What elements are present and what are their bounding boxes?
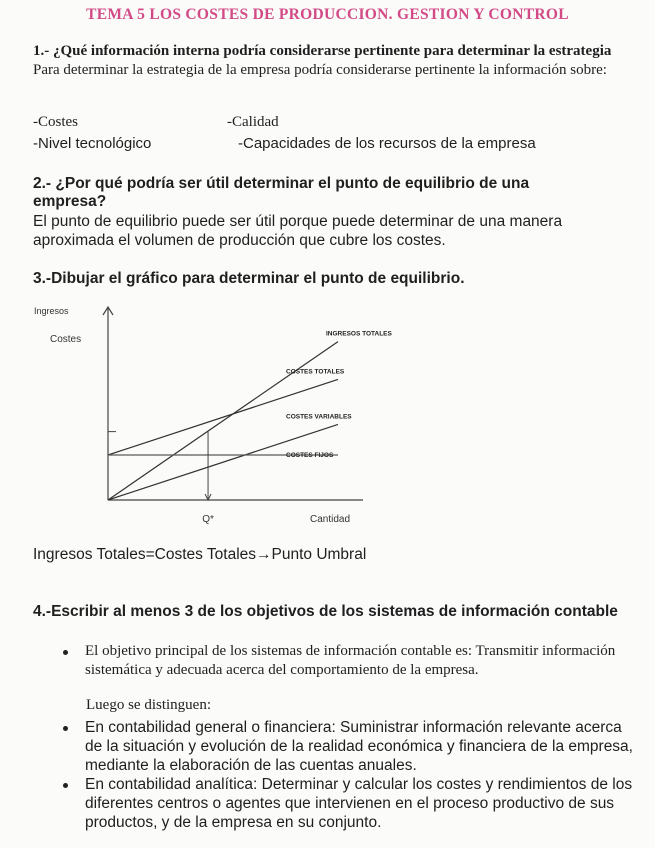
item-costes: -Costes: [33, 114, 78, 130]
question-2-text: 2.- ¿Por qué podría ser útil determinar el punto de equilibrio de una empresa?: [33, 175, 530, 210]
question-3-conclusion: Ingresos Totales=Costes Totales→Punto Umbral: [33, 546, 367, 563]
series-label-ingresos-totales: INGRESOS TOTALES: [326, 330, 392, 338]
y-axis-label-ingresos: Ingresos: [34, 306, 69, 316]
question-1-answer: Para determinar la estrategia de la empresa podría considerarse pertinente la información sobre:: [33, 62, 607, 78]
item-calidad: -Calidad: [227, 114, 279, 130]
objectives-sublist: [55, 718, 635, 832]
x-axis-label: Cantidad: [310, 514, 351, 525]
objectives-list: [55, 642, 625, 680]
y-axis-label-costes: Costes: [50, 334, 82, 345]
question-3-text: 3.-Dibujar el gráfico para determinar el punto de equilibrio.: [33, 270, 465, 287]
page-title: TEMA 5 LOS COSTES DE PRODUCCION. GESTION Y CONTROL: [86, 6, 569, 23]
item-nivel-tecnologico: -Nivel tecnológico: [33, 135, 152, 152]
objective-general: En contabilidad general o financiera: Suministrar información relevante acerca de la situación y evolución de la realidad económica y financiera de la empresa, mediante la elaboración de las cuentas anuales.: [55, 718, 635, 775]
question-4-text: 4.-Escribir al menos 3 de los objetivos de los sistemas de información contable: [33, 603, 618, 620]
objectives-intro: Luego se distinguen:: [86, 697, 211, 713]
objective-analytic: En contabilidad analítica: Determinar y calcular los costes y rendimientos de los diferentes centros o agentes que intervienen en el proceso productivo de sus productos, y de la empresa en su conjunto.: [55, 775, 635, 832]
break-even-chart: [0, 290, 655, 540]
series-label-costes-variables: COSTES VARIABLES: [286, 413, 352, 421]
item-capacidades: -Capacidades de los recursos de la empresa: [238, 135, 536, 152]
series-line-costes-variables: [108, 424, 338, 500]
question-1: [33, 42, 633, 80]
objective-main: El objetivo principal de los sistemas de información contable es: Transmitir información sistemática y adecuada acerca del comportamiento de la empresa.: [55, 642, 625, 680]
question-1-text: 1.- ¿Qué información interna podría considerarse pertinente para determinar la estrategia: [33, 43, 612, 59]
question-2-answer: El punto de equilibrio puede ser útil porque puede determinar de una manera aproximada el volumen de producción que cubre los costes.: [33, 213, 563, 249]
break-even-q-label: Q*: [202, 514, 214, 525]
series-line-ingresos-totales: [108, 342, 338, 500]
series-label-costes-fijos: COSTES FIJOS: [286, 452, 334, 459]
series-label-costes-totales: COSTES TOTALES: [286, 368, 345, 376]
